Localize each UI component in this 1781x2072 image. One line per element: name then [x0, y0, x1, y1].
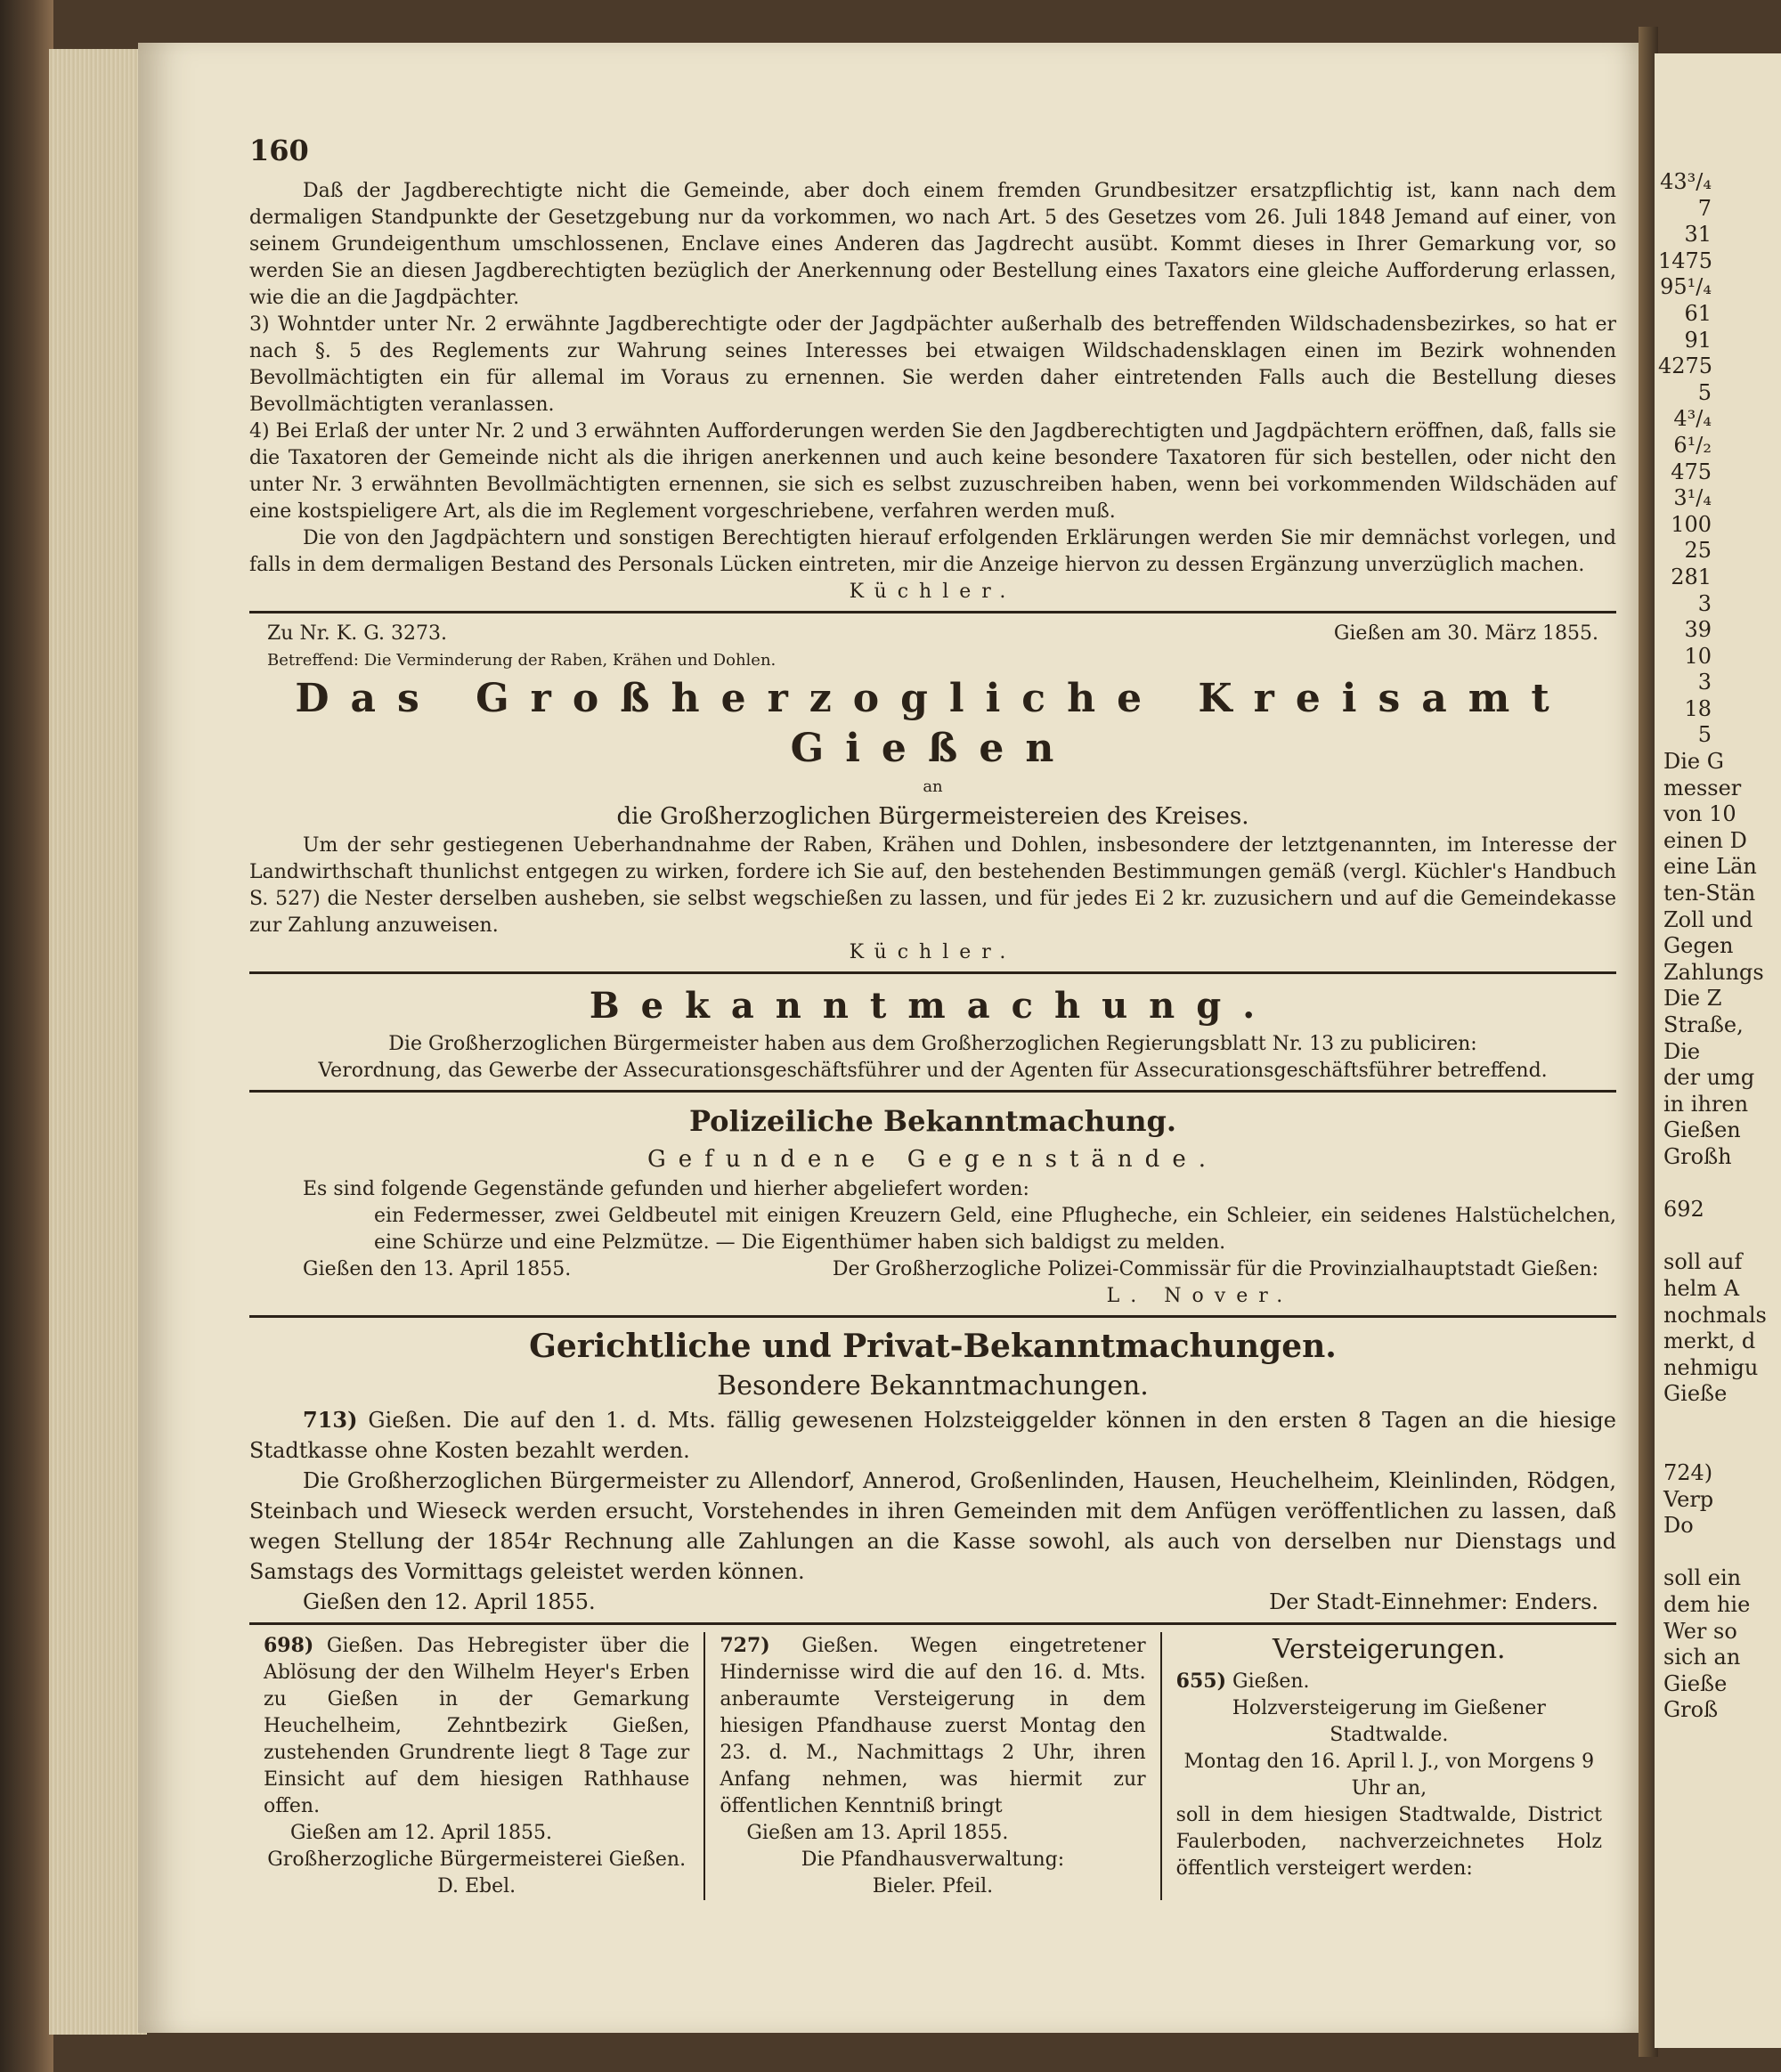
right-page-number: 3	[1697, 670, 1712, 695]
right-page-number: 4275	[1658, 353, 1713, 379]
column-title: Versteigerungen.	[1273, 1634, 1506, 1665]
right-page-fragment-line	[1655, 1434, 1781, 1461]
section-subtitle: Gefundene Gegenstände.	[647, 1146, 1218, 1173]
section-title: Polizeiliche Bekanntmachung.	[688, 1104, 1177, 1138]
divider	[249, 611, 1616, 613]
right-page-fragment-line	[1655, 1540, 1781, 1566]
right-page-number: 43³/₄	[1660, 169, 1712, 194]
right-page-fragment-line: Die G	[1663, 749, 1724, 775]
found-items-list: ein Federmesser, zwei Geldbeutel mit einigen Kreuzern Geld, eine Pflugheche, ein Schleier, ein seidenes Halstüchelchen, eine Schürze und eine Pelzmütze. — Die Eigenthümer haben sich baldigst zu melden.	[374, 1205, 1616, 1254]
paragraph: Verordnung, das Gewerbe der Assecurationsgeschäftsführer und der Agenten für Assecurationsgeschäftsführer betreffend.	[318, 1060, 1548, 1082]
notice-number: 713)	[303, 1407, 358, 1433]
issuer-title: Das Großherzogliche Kreisamt Gießen	[295, 676, 1571, 771]
right-page-fragment-line: Do	[1663, 1513, 1694, 1539]
paragraph: Um der sehr gestiegenen Ueberhandnahme der Raben, Krähen und Dohlen, insbesondere der letztgenannten, im Interesse der Landwirthschaft thunlichst entgegen zu wirken, fordere ich Sie auf, den bestehenden Bestimmungen gemäß (vergl. Küchler's Handbuch S. 527) die Nester derselben ausheben, sie selbst wegschießen zu lassen, und für jedes Ei 2 kr. zuzusichern und auf die Gemeindekasse zur Zahlung anzuweisen.	[249, 834, 1616, 937]
notice-text: Gießen. Die auf den 1. d. Mts. fällig gewesenen Holzsteiggelder können in den ersten 8 Tagen an die hiesige Stadtkasse ohne Kosten bezahlt werden.	[249, 1408, 1617, 1463]
divider	[249, 1622, 1616, 1625]
right-page-fragment-line: dem hie	[1663, 1592, 1751, 1618]
page-stack-edge	[49, 49, 147, 2035]
right-page-number: 25	[1684, 538, 1712, 564]
right-page-number: 4³/₄	[1673, 406, 1712, 432]
notice-number: 727)	[720, 1634, 770, 1657]
three-column-notices	[249, 1632, 1616, 1900]
paragraph-item-3: 3) Wohntder unter Nr. 2 erwähnte Jagdberechtigte oder der Jagdpächter außerhalb des betreffenden Wildschadensbezirkes, so hat er nach §. 5 des Reglements zur Wahrung seines Interesses bei etwaigen Wildschadensklagen einen im Bezirk wohnenden Bevollmächtigten ein für allemal im Voraus zu ernennen. Sie werden daher eintretenden Falls auch die Bestellung dieses Bevollmächtigten veranlassen.	[249, 313, 1616, 416]
signature: Bieler. Pfeil.	[872, 1875, 994, 1897]
right-page-number: 5	[1697, 379, 1712, 405]
signature: Küchler.	[849, 941, 1017, 963]
right-page-fragment-line: helm A	[1663, 1275, 1740, 1301]
addressee: die Großherzoglichen Bürgermeistereien des Kreises.	[616, 803, 1249, 830]
right-page-number: 3¹/₄	[1673, 485, 1712, 511]
right-page-number: 10	[1684, 643, 1712, 669]
right-page-number: 3	[1697, 590, 1712, 616]
notice-number: 698)	[264, 1634, 314, 1657]
right-page-number: 91	[1684, 327, 1712, 353]
notice-number: 655)	[1175, 1670, 1226, 1693]
section-kreisamt	[249, 621, 1616, 966]
right-page-number: 95¹/₄	[1660, 274, 1712, 300]
right-page-fragment-line: Gieße	[1663, 1381, 1728, 1407]
right-page-fragment-line: messer	[1663, 775, 1742, 800]
page-content	[249, 178, 1616, 1900]
right-page-fragment-line: Gieße	[1663, 1670, 1728, 1696]
right-page-fragment-line: in ihren	[1663, 1091, 1749, 1117]
right-page-number: 61	[1684, 300, 1712, 326]
date: Gießen den 13. April 1855.	[303, 1258, 572, 1280]
date-line: Montag den 16. April l. J., von Morgens 9 Uhr an,	[1183, 1751, 1595, 1800]
notice-text: Gießen. Das Hebregister über die Ablösung der den Wilhelm Heyer's Erben zu Gießen in der Gemarkung Heuchelheim, Zehntbezirk Gießen, zustehenden Grundrente liegt 8 Tage zur Einsicht auf dem hiesigen Rathhause offen.	[264, 1635, 690, 1817]
right-page-fragment-line: soll auf	[1663, 1249, 1743, 1275]
right-page-number: 39	[1684, 617, 1712, 643]
right-page-fragment-line: 692	[1663, 1197, 1704, 1223]
right-page-fragment-line: eine Län	[1663, 854, 1757, 880]
right-page-fragment-line: Gießen	[1663, 1117, 1741, 1143]
authority: Der Großherzogliche Polizei-Commissär für die Provinzialhauptstadt Gießen:	[832, 1258, 1598, 1280]
book-cover-edge	[0, 0, 53, 2072]
section-title: Bekanntmachung.	[589, 985, 1277, 1027]
right-page-number: 18	[1684, 695, 1712, 721]
signature-row	[249, 1587, 1616, 1617]
section-title: Gerichtliche und Privat-Bekanntmachungen.	[529, 1328, 1337, 1365]
right-page-fragment-line: von 10	[1663, 801, 1736, 827]
right-page-fragment-line: einen D	[1663, 827, 1747, 853]
paragraph: Die Großherzoglichen Bürgermeister haben aus dem Großherzoglichen Regierungsblatt Nr. 13 zu publiciren:	[388, 1033, 1477, 1055]
paragraph: Es sind folgende Gegenstände gefunden und hierher abgeliefert worden:	[303, 1178, 1029, 1200]
signature: D. Ebel.	[437, 1875, 516, 1897]
paragraph-item-4: 4) Bei Erlaß der unter Nr. 2 und 3 erwähnten Aufforderungen werden Sie den Jagdberechtigten und Jagdpächtern eröffnen, daß, falls sie die Taxatoren der Gemeinde nicht als die ihrigen anerkennen und auch keine besondere Taxatoren für sich bestellen, oder nicht den unter Nr. 3 erwähnten Bevollmächtigten ernennen, sie sich es selbst zuzuschreiben haben, wenn bei vorkommenden Wildschäden auf eine kostspieligere Art, als die im Reglement vorgeschriebene, verfahren werden muß.	[249, 420, 1616, 523]
notice-text: Gießen. Wegen eingetretener Hindernisse wird die auf den 16. d. Mts. anberaumte Versteigerung in dem hiesigen Pfandhause zuerst Montag den 23. d. M., Nachmittags 2 Uhr, ihren Anfang nehmen, was hiermit zur öffentlichen Kenntniß bringt	[720, 1635, 1146, 1817]
right-page-fragment-line	[1655, 1408, 1781, 1434]
right-page-number: 281	[1671, 564, 1712, 589]
right-page-fragment-line: nehmigu	[1663, 1354, 1759, 1380]
an-label: an	[923, 777, 943, 796]
signature: Der Stadt-Einnehmer: Enders.	[1269, 1589, 1598, 1614]
right-page-fragment-line: soll ein	[1663, 1565, 1742, 1591]
notice-text: Gießen.	[1232, 1670, 1310, 1693]
right-page-fragment-line: ten-Stän	[1663, 881, 1756, 906]
date: Gießen am 13. April 1855.	[746, 1822, 1009, 1844]
paragraph: soll in dem hiesigen Stadtwalde, District Faulerboden, nachverzeichnetes Holz öffentlich versteigert werden:	[1175, 1804, 1602, 1880]
notice-655	[1160, 1632, 1616, 1900]
subject-line: Betreffend: Die Verminderung der Raben, Krähen und Dohlen.	[267, 651, 777, 670]
right-page-number: 1475	[1658, 248, 1713, 273]
right-page-number: 5	[1697, 722, 1712, 748]
right-page-fragment	[1655, 53, 1781, 2048]
right-page-fragment-line: sich an	[1663, 1645, 1741, 1670]
reference-row	[249, 621, 1616, 647]
right-page-fragment-line: Verp	[1663, 1486, 1714, 1512]
authority-row	[249, 1256, 1616, 1283]
notice-698	[249, 1632, 703, 1900]
paragraph: Die von den Jagdpächtern und sonstigen Berechtigten hierauf erfolgenden Erklärungen werden Sie mir demnächst vorlegen, und falls in dem dermaligen Bestand des Personals Lücken eintreten, mir die Anzeige hiervon zu dessen Ergänzung unverzüglich machen.	[249, 527, 1616, 576]
right-page-fragment-line: Zoll und	[1663, 906, 1753, 932]
right-page-fragment-line: Die	[1663, 1038, 1701, 1064]
right-page-fragment-line: Großh	[1663, 1143, 1732, 1169]
right-page-fragment-line: Straße,	[1663, 1012, 1744, 1037]
paragraph: Die Großherzoglichen Bürgermeister zu Allendorf, Annerod, Großenlinden, Hausen, Heuchelheim, Kleinlinden, Rödgen, Steinbach und Wieseck werden ersucht, Vorstehendes in ihren Gemeinden mit dem Anfügen veröffentlichen zu lassen, daß wegen Stellung der 1854r Rechnung alle Zahlungen an die Kasse sowohl, als auch von derselben nur Dienstags und Samstags des Vormittags geleistet werden können.	[249, 1468, 1616, 1584]
date: Gießen am 30. März 1855.	[1333, 622, 1598, 645]
page-number: 160	[249, 134, 309, 167]
reference-number: Zu Nr. K. G. 3273.	[267, 622, 447, 645]
notice-727	[703, 1632, 1159, 1900]
right-page-fragment-line: 724)	[1663, 1460, 1713, 1486]
paragraph: Daß der Jagdberechtigte nicht die Gemeinde, aber doch einem fremden Grundbesitzer ersatzpflichtig ist, kann nach dem dermaligen Standpunkte der Gesetzgebung nur da vorkommen, wo nach Art. 5 des Gesetzes vom 26. Juli 1848 Jemand auf einer, von seinem Grundeigenthum umschlossenen, Enclave eines Anderen das Jagdrecht ausübt. Kommt dieses in Ihrer Gemarkung vor, so werden Sie an diesen Jagdberechtigten bezüglich der Anerkennung oder Bestellung eines Taxators eine gleiche Aufforderung erlassen, wie die an die Jagdpächter.	[249, 180, 1616, 309]
section-polizei	[249, 1100, 1616, 1310]
right-page-fragment-line: merkt, d	[1663, 1329, 1756, 1354]
date: Gießen am 12. April 1855.	[290, 1822, 552, 1844]
right-page-fragment-line: der umg	[1663, 1065, 1755, 1091]
right-page-fragment-line	[1655, 1223, 1781, 1250]
right-page-number: 31	[1684, 222, 1712, 248]
signature: L. Nover.	[1106, 1285, 1294, 1307]
section-subtitle: Besondere Bekanntmachungen.	[717, 1370, 1149, 1402]
right-page-fragment-line: nochmals	[1663, 1302, 1767, 1328]
authority: Die Pfandhausverwaltung:	[801, 1849, 1065, 1871]
right-page-number: 7	[1697, 195, 1712, 221]
right-page-number: 100	[1671, 511, 1712, 537]
right-page-number: 6¹/₂	[1673, 432, 1712, 458]
right-page-fragment-line	[1655, 1171, 1781, 1198]
date: Gießen den 12. April 1855.	[303, 1589, 596, 1614]
right-page-column	[1655, 53, 1781, 1724]
section-bekanntmachung	[249, 981, 1616, 1085]
right-page-fragment-line: Groß	[1663, 1697, 1719, 1723]
divider	[249, 1315, 1616, 1318]
signature: Küchler.	[849, 581, 1017, 603]
notice-713	[249, 1405, 1616, 1466]
right-page-fragment-line: Gegen	[1663, 933, 1734, 959]
section-gerichtliche	[249, 1325, 1616, 1617]
right-page-number: 475	[1671, 459, 1712, 484]
right-page-fragment-line: Wer so	[1663, 1618, 1737, 1644]
section-jagd	[249, 178, 1616, 605]
divider	[249, 971, 1616, 974]
divider	[249, 1090, 1616, 1093]
right-page-fragment-line: Die Z	[1663, 986, 1722, 1012]
notice-subject: Holzversteigerung im Gießener Stadtwalde.	[1232, 1697, 1546, 1746]
authority: Großherzogliche Bürgermeisterei Gießen.	[267, 1849, 687, 1871]
right-page-fragment-line: Zahlungs	[1663, 959, 1764, 985]
